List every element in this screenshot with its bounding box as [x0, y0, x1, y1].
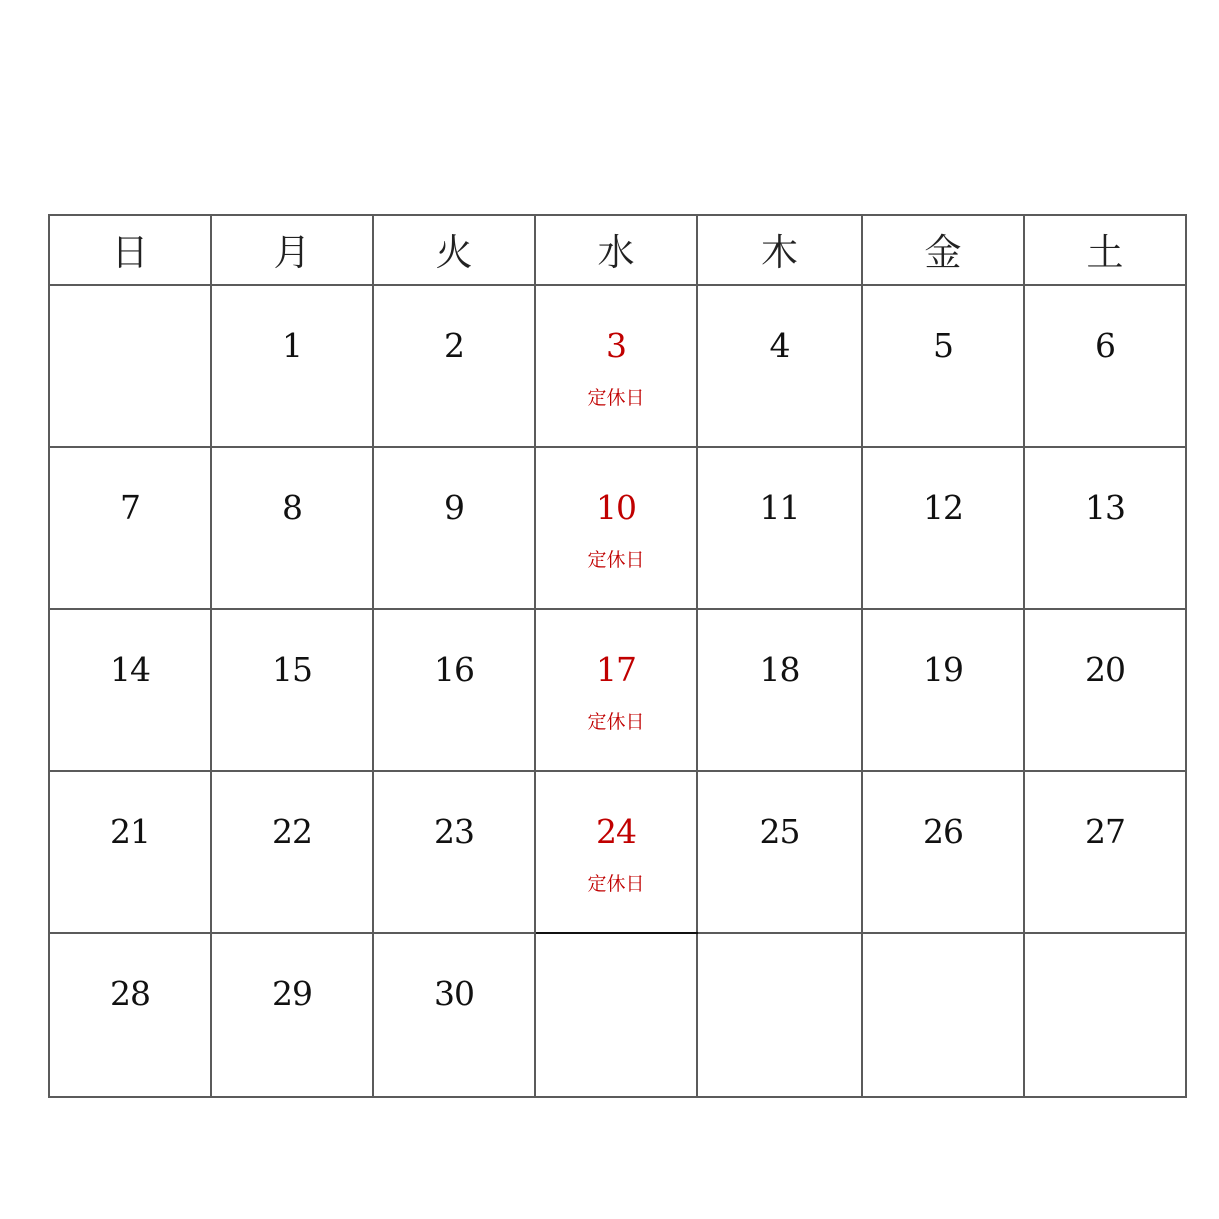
week-row [49, 609, 1186, 771]
day-cell[interactable] [49, 933, 211, 1097]
day-number: 9 [444, 488, 464, 527]
day-number: 14 [110, 650, 150, 689]
day-cell[interactable] [1024, 285, 1186, 447]
day-cell[interactable] [211, 447, 373, 609]
day-number: 4 [769, 326, 790, 365]
day-number: 3 [606, 326, 626, 365]
empty-day-cell [535, 933, 697, 1097]
day-number: 23 [434, 812, 474, 851]
closed-day-label: 定休日 [587, 711, 645, 733]
day-number: 30 [434, 974, 474, 1013]
day-cell[interactable] [697, 285, 862, 447]
day-number: 16 [434, 650, 474, 689]
weekday-header-sat: 土 [1024, 215, 1186, 285]
calendar-grid [48, 214, 1187, 1098]
week-row [49, 771, 1186, 933]
day-cell[interactable] [373, 447, 535, 609]
day-cell[interactable] [697, 609, 862, 771]
day-number: 25 [759, 812, 800, 851]
day-number: 21 [110, 812, 150, 851]
day-cell[interactable] [373, 609, 535, 771]
weekday-header-thu: 木 [697, 215, 862, 285]
day-cell[interactable] [49, 447, 211, 609]
day-cell[interactable] [535, 285, 697, 447]
day-number: 18 [759, 650, 800, 689]
day-cell[interactable] [535, 609, 697, 771]
day-number: 22 [272, 812, 312, 851]
day-cell[interactable] [1024, 609, 1186, 771]
day-cell[interactable] [1024, 447, 1186, 609]
weekday-header-wed: 水 [535, 215, 697, 285]
day-cell[interactable] [211, 771, 373, 933]
day-cell[interactable] [862, 771, 1024, 933]
day-number: 10 [596, 488, 636, 527]
day-number: 15 [272, 650, 312, 689]
day-cell[interactable] [535, 771, 697, 933]
day-number: 20 [1085, 650, 1125, 689]
day-cell[interactable] [211, 933, 373, 1097]
empty-day-cell [862, 933, 1024, 1097]
day-number: 28 [110, 974, 150, 1013]
day-cell[interactable] [1024, 771, 1186, 933]
day-cell[interactable] [49, 609, 211, 771]
weekday-header-mon: 月 [211, 215, 373, 285]
week-row [49, 447, 1186, 609]
day-cell[interactable] [862, 285, 1024, 447]
day-number: 26 [923, 812, 963, 851]
day-number: 5 [933, 326, 953, 365]
day-cell[interactable] [697, 447, 862, 609]
closed-day-label: 定休日 [587, 549, 645, 571]
day-number: 24 [596, 812, 636, 851]
week-row [49, 933, 1186, 1097]
day-cell[interactable] [373, 285, 535, 447]
day-number: 12 [923, 488, 963, 527]
day-number: 17 [596, 650, 636, 689]
day-cell[interactable] [49, 771, 211, 933]
day-number: 27 [1085, 812, 1125, 851]
day-number: 19 [923, 650, 963, 689]
day-number: 7 [120, 488, 140, 527]
weekday-header-tue: 火 [373, 215, 535, 285]
day-number: 11 [759, 488, 800, 527]
day-number: 2 [444, 326, 464, 365]
day-cell[interactable] [373, 933, 535, 1097]
day-cell[interactable] [373, 771, 535, 933]
empty-day-cell [697, 933, 862, 1097]
day-cell[interactable] [211, 609, 373, 771]
day-cell[interactable] [697, 771, 862, 933]
day-number: 1 [282, 326, 302, 365]
weekday-header-fri: 金 [862, 215, 1024, 285]
day-number: 8 [282, 488, 302, 527]
day-number: 29 [272, 974, 312, 1013]
day-number: 13 [1085, 488, 1125, 527]
closed-day-label: 定休日 [587, 387, 645, 409]
calendar-body [49, 285, 1186, 1097]
empty-day-cell [49, 285, 211, 447]
day-cell[interactable] [862, 609, 1024, 771]
weekday-header-sun: 日 [49, 215, 211, 285]
empty-day-cell [1024, 933, 1186, 1097]
weekday-header-row [49, 215, 1186, 285]
day-cell[interactable] [211, 285, 373, 447]
week-row [49, 285, 1186, 447]
day-cell[interactable] [535, 447, 697, 609]
day-number: 6 [1095, 326, 1115, 365]
day-cell[interactable] [862, 447, 1024, 609]
closed-day-label: 定休日 [587, 873, 645, 895]
